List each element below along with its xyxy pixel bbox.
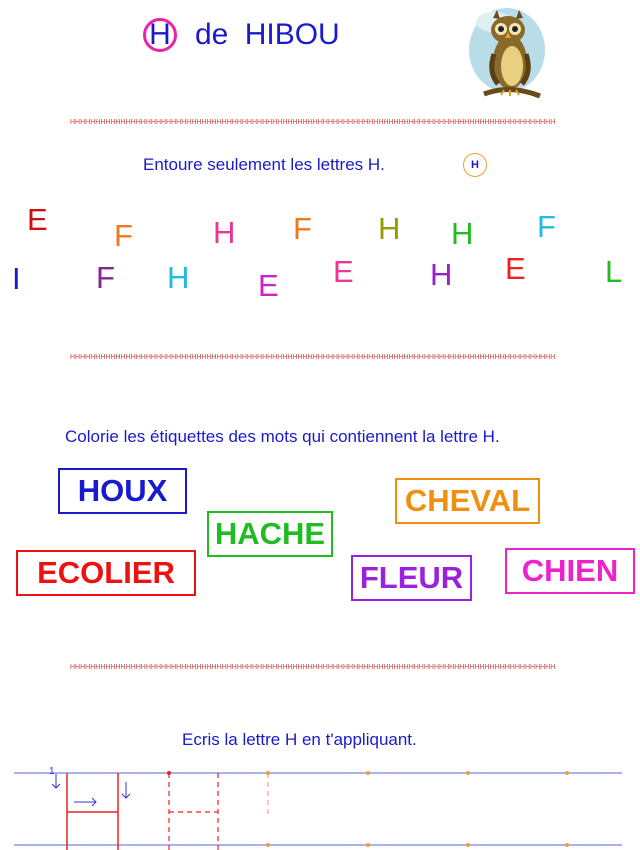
instruction-write-letter: Ecris la lettre H en t'appliquant. (182, 730, 417, 749)
letter-item[interactable]: H (167, 260, 190, 295)
writing-lines (0, 760, 640, 850)
instruction-circle-letters: Entoure seulement les lettres H. (143, 155, 385, 174)
title-text: de HIBOU (195, 18, 340, 51)
letter-item[interactable]: F (293, 211, 312, 246)
letter-item[interactable]: F (96, 260, 115, 295)
stroke-order-number: 1 (49, 766, 55, 777)
example-circled-h-letter: H (471, 159, 479, 171)
word-label[interactable]: CHEVAL (395, 478, 540, 524)
letter-item[interactable]: I (12, 261, 21, 296)
letter-item[interactable]: E (258, 268, 279, 303)
letter-item[interactable]: H (378, 211, 401, 246)
letter-item[interactable]: E (27, 202, 48, 237)
letter-item[interactable]: H (451, 216, 474, 251)
instruction-color-labels: Colorie les étiquettes des mots qui contiennent la lettre H. (65, 427, 500, 446)
letter-item[interactable]: H (430, 257, 453, 292)
letter-item[interactable]: E (505, 251, 526, 286)
word-label[interactable]: CHIEN (505, 548, 635, 594)
word-label[interactable]: ECOLIER (16, 550, 196, 596)
word-label[interactable]: FLEUR (351, 555, 472, 601)
title-letter-circle (143, 18, 177, 52)
divider: HHHHHHHHHHHHHHHHHHHHHHHHHHHHHHHHHHHHHHHHHHHHHHHHHHHHHHHHHHHHHHHHHHHHHHHHHHHHHHHHHHHHHHHHHHHHHHHH (70, 119, 556, 126)
owl-illustration (466, 4, 548, 106)
letter-item[interactable]: E (333, 254, 354, 289)
word-label[interactable]: HACHE (207, 511, 333, 557)
divider: HHHHHHHHHHHHHHHHHHHHHHHHHHHHHHHHHHHHHHHHHHHHHHHHHHHHHHHHHHHHHHHHHHHHHHHHHHHHHHHHHHHHHHHHHHHHHHHH (70, 664, 556, 671)
example-circled-h (463, 153, 487, 177)
title-letter: H (149, 18, 171, 51)
letter-item[interactable]: F (537, 209, 556, 244)
letter-item[interactable]: L (605, 254, 623, 289)
divider: HHHHHHHHHHHHHHHHHHHHHHHHHHHHHHHHHHHHHHHHHHHHHHHHHHHHHHHHHHHHHHHHHHHHHHHHHHHHHHHHHHHHHHHHHHHHHHHH (70, 354, 556, 361)
letter-item[interactable]: F (114, 218, 133, 253)
page-title (143, 14, 340, 56)
letter-item[interactable]: H (213, 215, 236, 250)
word-label[interactable]: HOUX (58, 468, 187, 514)
